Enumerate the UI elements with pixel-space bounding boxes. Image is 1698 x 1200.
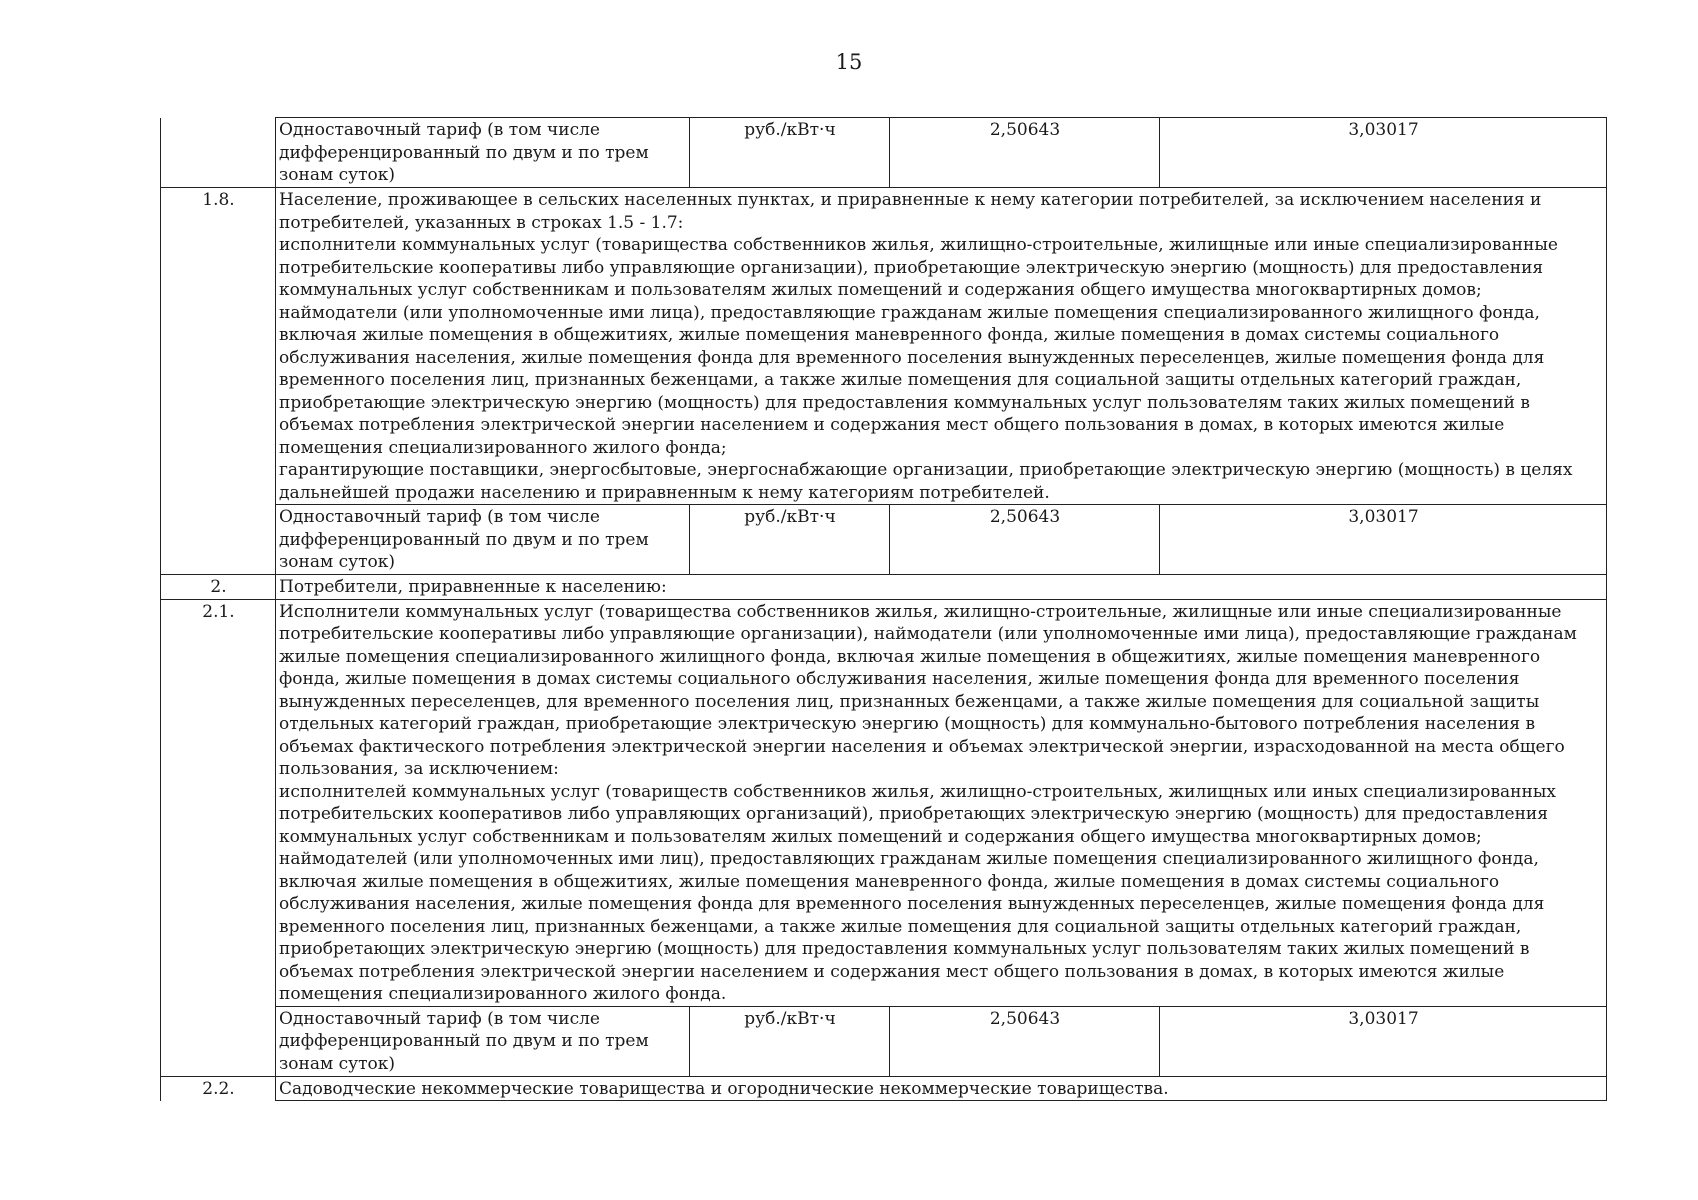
row-number: 2.2. (161, 1076, 276, 1101)
description-paragraph: Исполнители коммунальных услуг (товарищества собственников жилья, жилищно-строительные, жилищные или иные специализированные потребительские кооперативы либо управляющие организации), наймодатели (или уполномоченные ими лица), предоставляющие гражданам жилые помещения специализированного жилищного фонда, включая жилые помещения в общежитиях, жилые помещения маневренного фонда, жилые помещения в домах системы социального обслуживания населения, жилые помещения фонда для временного поселения вынужденных переселенцев, для временного поселения лиц, признанных беженцами, а также жилые помещения для социальной защиты отдельных категорий граждан, приобретающие электрическую энергию (мощность) для коммунально-бытового потребления населения в объемах фактического потребления электрической энергии населения и объемах электрической энергии, израсходованной на места общего пользования, за исключением: (279, 601, 1577, 779)
unit-cell: руб./кВт·ч (690, 505, 890, 575)
tariff-value-2-cell: 3,03017 (1160, 118, 1607, 188)
description-paragraph: исполнителей коммунальных услуг (товариществ собственников жилья, жилищно-строительных, жилищных или иных специализированных потребительских кооперативов либо управляющих организаций), приобретающих электрическую энергию (мощность) для предоставления коммунальных услуг собственникам и пользователям жилых помещений и содержания общего имущества многоквартирных домов; (279, 781, 1556, 847)
tariff-name-cell: Одноставочный тариф (в том числе дифференцированный по двум и по трем зонам суток) (276, 1006, 690, 1076)
table-row (161, 1076, 1607, 1101)
row-number: 1.8. (161, 188, 276, 575)
row-description (276, 188, 1607, 505)
table-row (161, 505, 1607, 575)
tariff-name-cell: Одноставочный тариф (в том числе дифференцированный по двум и по трем зонам суток) (276, 505, 690, 575)
tariff-table (160, 117, 1607, 1101)
tariff-value-1-cell: 2,50643 (890, 1006, 1160, 1076)
unit-cell: руб./кВт·ч (690, 1006, 890, 1076)
table-row (161, 599, 1607, 1006)
table-row (161, 575, 1607, 600)
table-row (161, 188, 1607, 505)
tariff-value-2-cell: 3,03017 (1160, 1006, 1607, 1076)
description-paragraph: наймодатели (или уполномоченные ими лица), предоставляющие гражданам жилые помещения специализированного жилищного фонда, включая жилые помещения в общежитиях, жилые помещения маневренного фонда, жилые помещения в домах системы социального обслуживания населения, жилые помещения фонда для временного поселения вынужденных переселенцев, жилые помещения фонда для временного поселения лиц, признанных беженцами, а также жилые помещения для социальной защиты отдельных категорий граждан, приобретающие электрическую энергию (мощность) для предоставления коммунальных услуг пользователям таких жилых помещений в объемах потребления электрической энергии населением и содержания мест общего пользования в домах, в которых имеются жилые помещения специализированного жилого фонда; (279, 302, 1545, 458)
row-number: 2.1. (161, 599, 276, 1076)
row-number (161, 118, 276, 188)
description-paragraph: гарантирующие поставщики, энергосбытовые, энергоснабжающие организации, приобретающие электрическую энергию (мощность) в целях дальнейшей продажи населению и приравненным к нему категориям потребителей. (279, 460, 1573, 503)
row-number: 2. (161, 575, 276, 600)
table-row (161, 1006, 1607, 1076)
description-paragraph: наймодателей (или уполномоченных ими лиц), предоставляющих гражданам жилые помещения специализированного жилищного фонда, включая жилые помещения в общежитиях, жилые помещения маневренного фонда, жилые помещения в домах системы социального обслуживания населения, жилые помещения фонда для временного поселения вынужденных переселенцев, жилые помещения фонда для временного поселения лиц, признанных беженцами, а также жилые помещения для социальной защиты отдельных категорий граждан, приобретающих электрическую энергию (мощность) для предоставления коммунальных услуг пользователям таких жилых помещений в объемах потребления электрической энергии населением и содержания мест общего пользования в домах, в которых имеются жилые помещения специализированного жилого фонда. (279, 849, 1545, 1004)
description-paragraph: Население, проживающее в сельских населенных пунктах, и приравненные к нему категории потребителей, за исключением населения и потребителей, указанных в строках 1.5 - 1.7: (279, 190, 1542, 233)
tariff-name-cell: Одноставочный тариф (в том числе дифференцированный по двум и по трем зонам суток) (276, 118, 690, 188)
tariff-value-1-cell: 2,50643 (890, 505, 1160, 575)
unit-cell: руб./кВт·ч (690, 118, 890, 188)
tariff-value-1-cell: 2,50643 (890, 118, 1160, 188)
tariff-value-2-cell: 3,03017 (1160, 505, 1607, 575)
row-description: Потребители, приравненные к населению: (276, 575, 1607, 600)
table-row (161, 118, 1607, 188)
row-description: Садоводческие некоммерческие товарищества и огороднические некоммерческие товарищества. (276, 1076, 1607, 1101)
row-description (276, 599, 1607, 1006)
page-number: 15 (835, 50, 863, 74)
description-paragraph: исполнители коммунальных услуг (товарищества собственников жилья, жилищно-строительные, жилищные или иные специализированные потребительские кооперативы либо управляющие организации), приобретающие электрическую энергию (мощность) для предоставления коммунальных услуг собственникам и пользователям жилых помещений и содержания общего имущества многоквартирных домов; (279, 235, 1558, 300)
